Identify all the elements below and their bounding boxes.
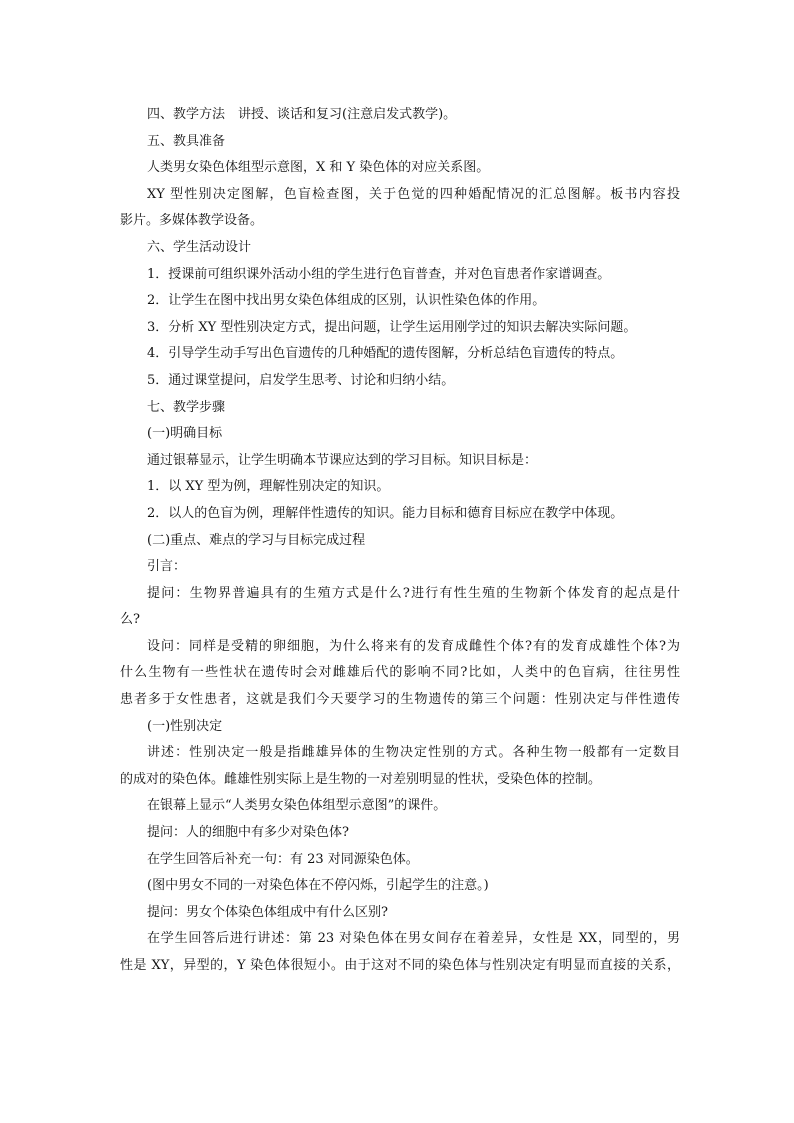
section-heading-teaching-methods: 四、教学方法 讲授、谈话和复习(注意启发式教学)。 (147, 107, 457, 122)
text-line: 提问：男女个体染色体组成中有什么区别? (147, 904, 388, 920)
text-line: 通过银幕显示，让学生明确本节课应达到的学习目标。知识目标是： (147, 452, 538, 468)
text-line: 在学生回答后进行讲述：第 23 对染色体在男女间存在着差异，女性是 XX，同型的，男 (147, 931, 680, 947)
text-line: 在银幕上显示“人类男女染色体组型示意图”的课件。 (147, 798, 447, 814)
subsection-heading: (二)重点、难点的学习与目标完成过程 (147, 532, 366, 548)
list-item: 1．以 XY 型为例，理解性别决定的知识。 (147, 479, 390, 495)
text-line: (图中男女不同的一对染色体在不停闪烁，引起学生的注意。) (147, 878, 489, 894)
text-line: 的成对的染色体。雌雄性别实际上是生物的一对差别明显的性状，受染色体的控制。 (120, 771, 602, 787)
text-line: 性是 XY，异型的，Y 染色体很短小。由于这对不同的染色体与性别决定有明显而直接的关系， (120, 958, 680, 973)
text-line: 么? (120, 612, 140, 628)
list-item: 2．以人的色盲为例，理解伴性遗传的知识。能力目标和德育目标应在教学中体现。 (147, 505, 624, 521)
text-line: 人类男女染色体组型示意图，X 和 Y 染色体的对应关系图。 (147, 160, 490, 176)
text-line: 设问：同样是受精的卵细胞，为什么将来有的发育成雌性个体?有的发育成雄性个体?为 (147, 638, 680, 654)
section-heading-teaching-steps: 七、教学步骤 (147, 399, 226, 415)
list-item: 3．分析 XY 型性别决定方式，提出问题，让学生运用刚学过的知识去解决实际问题。 (147, 319, 637, 335)
document-body (120, 102, 680, 980)
text-line: 在学生回答后补充一句：有 23 对同源染色体。 (147, 851, 419, 867)
list-item: 4．引导学生动手写出色盲遗传的几种婚配的遗传图解，分析总结色盲遗传的特点。 (147, 346, 624, 362)
text-line: 患者多于女性患者，这就是我们今天要学习的生物遗传的第三个问题：性别决定与伴性遗传 (120, 692, 680, 708)
section-heading-teaching-aids: 五、教具准备 (147, 133, 226, 149)
subsection-heading: (一)明确目标 (147, 426, 223, 442)
list-item: 2．让学生在图中找出男女染色体组成的区别，认识性染色体的作用。 (147, 293, 546, 309)
text-line: 提问：人的细胞中有多少对染色体? (147, 825, 349, 841)
text-line: 引言： (147, 559, 187, 575)
section-heading-student-activities: 六、学生活动设计 (147, 239, 252, 255)
text-line: XY 型性别决定图解，色盲检查图，关于色觉的四种婚配情况的汇总图解。板书内容投 (147, 186, 680, 202)
list-item: 5．通过课堂提问，启发学生思考、讨论和归纳小结。 (147, 372, 455, 388)
text-line: 讲述：性别决定一般是指雌雄异体的生物决定性别的方式。各种生物一般都有一定数目 (147, 745, 680, 761)
subsection-heading: (一)性别决定 (147, 718, 223, 734)
text-line: 提问：生物界普遍具有的生殖方式是什么?进行有性生殖的生物新个体发育的起点是什 (147, 585, 680, 601)
text-line: 什么生物有一些性状在遗传时会对雌雄后代的影响不同?比如，人类中的色盲病，往往男性 (120, 665, 680, 681)
list-item: 1．授课前可组织课外活动小组的学生进行色盲普查，并对色盲患者作家谱调查。 (147, 266, 611, 282)
text-line: 影片。多媒体教学设备。 (120, 213, 264, 229)
